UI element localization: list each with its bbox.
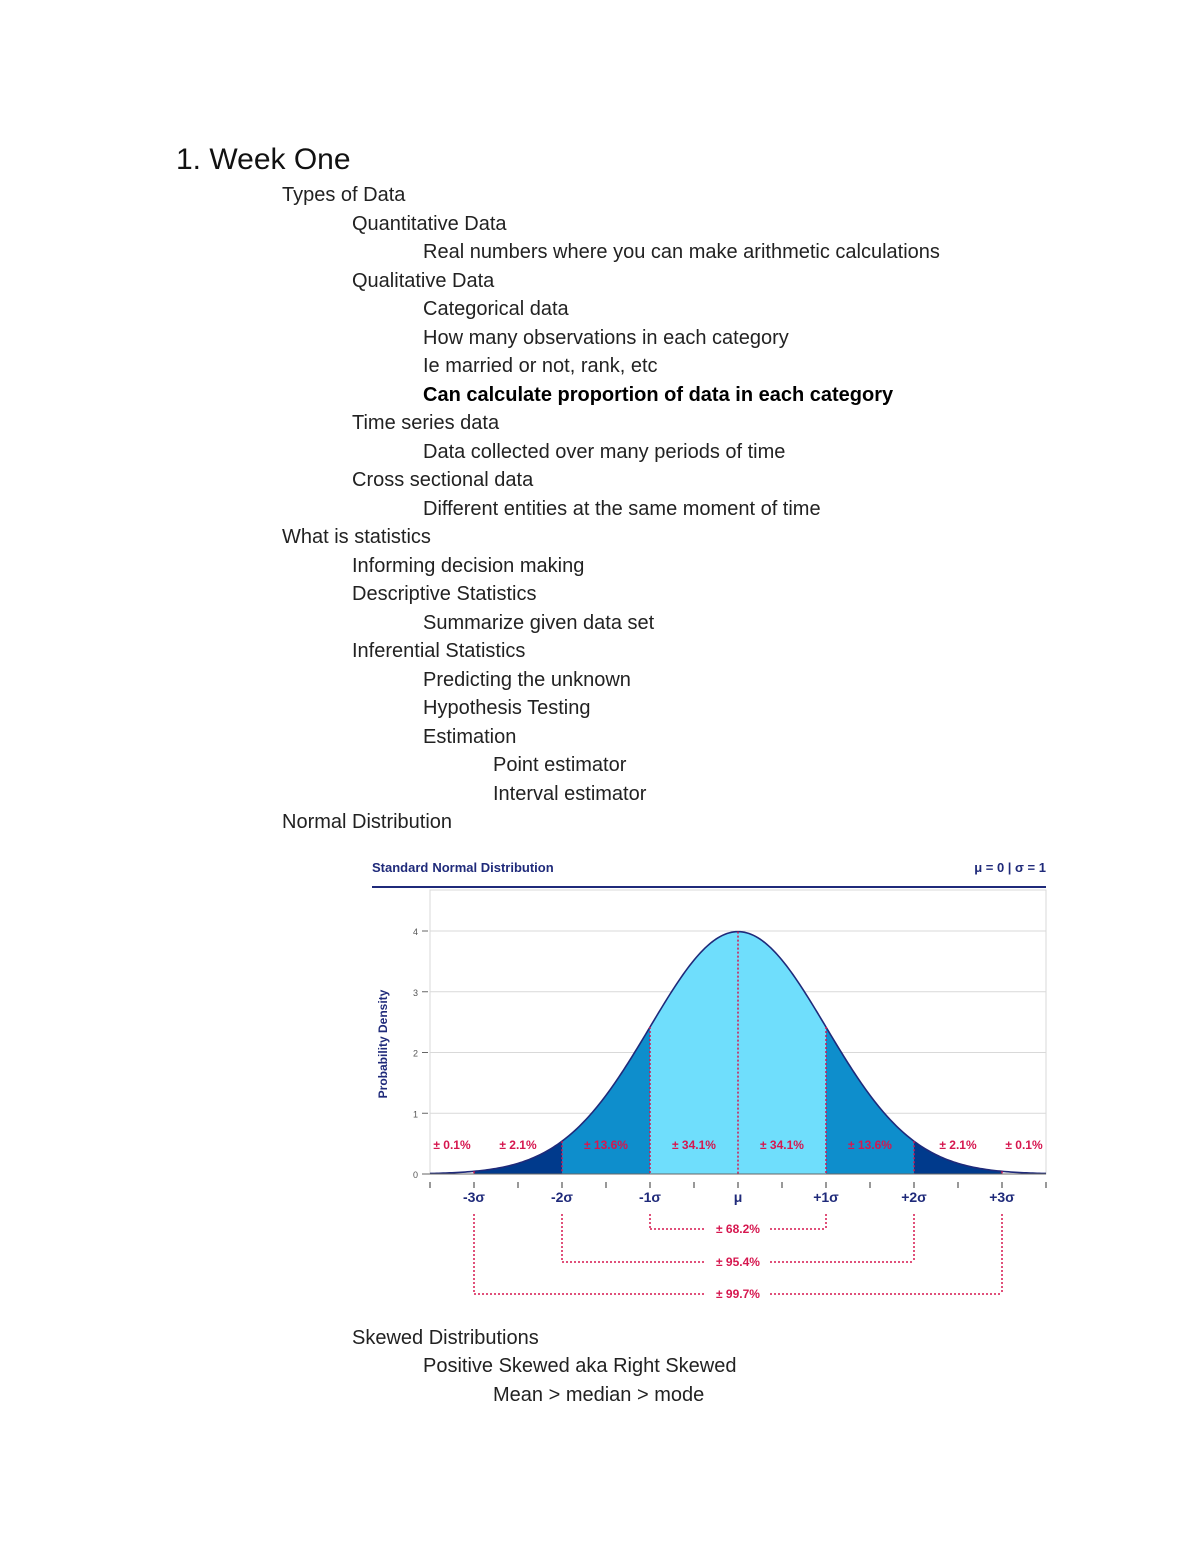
- chart-plot-area: [413, 890, 1046, 1301]
- y-tick-label: 0: [412, 1170, 418, 1180]
- outline-text: Quantitative Data: [352, 212, 507, 235]
- x-tick-label: +1σ: [813, 1189, 839, 1205]
- bracket-label: ± 99.7%: [716, 1287, 760, 1301]
- outline-text: Normal Distribution: [282, 811, 453, 833]
- x-tick-label: -2σ: [550, 1189, 574, 1205]
- outline-text: Hypothesis Testing: [423, 697, 591, 719]
- outline-text: Informing decision making: [352, 554, 585, 577]
- y-tick-label: 4: [412, 927, 418, 937]
- region-label: ± 13.6%: [584, 1138, 628, 1152]
- outline-text: Types of Data: [282, 184, 406, 206]
- outline-text: Summarize given data set: [423, 611, 655, 634]
- outline-text: Inferential Statistics: [352, 640, 526, 662]
- x-tick-label: -1σ: [638, 1189, 662, 1205]
- outline-text: What is statistics: [282, 526, 431, 548]
- chart-params: μ = 0 | σ = 1: [974, 860, 1046, 875]
- bracket-label: ± 68.2%: [716, 1222, 760, 1236]
- region-label: ± 0.1%: [433, 1138, 471, 1152]
- outline-text: Data collected over many periods of time: [423, 440, 786, 463]
- region-label: ± 34.1%: [760, 1138, 804, 1152]
- region-label: ± 0.1%: [1005, 1138, 1043, 1152]
- y-tick-label: 3: [412, 987, 418, 998]
- outline-text: Categorical data: [423, 298, 569, 320]
- outline-text: Different entities at the same moment of time: [423, 497, 821, 520]
- region-label: ± 2.1%: [939, 1138, 977, 1152]
- outline-text: Interval estimator: [493, 782, 647, 805]
- outline-text: Qualitative Data: [352, 269, 495, 292]
- outline-text: Descriptive Statistics: [352, 583, 537, 605]
- outline-text: Predicting the unknown: [423, 668, 631, 691]
- outline-text: Real numbers where you can make arithmetic calculations: [423, 241, 940, 263]
- outline-text: How many observations in each category: [423, 326, 789, 349]
- chart-y-axis-label: Probability Density: [376, 989, 390, 1099]
- chart-title-rest: Normal Distribution: [432, 860, 554, 875]
- y-tick-label: 1: [412, 1109, 418, 1120]
- page-heading: 1. Week One: [176, 143, 351, 176]
- x-tick-label: -3σ: [462, 1189, 486, 1205]
- y-tick-label: 2: [412, 1048, 418, 1059]
- region-label: ± 34.1%: [672, 1138, 716, 1152]
- x-tick-label: +2σ: [901, 1189, 927, 1205]
- outline-text: Skewed Distributions: [352, 1326, 539, 1349]
- x-tick-label: μ: [733, 1189, 743, 1205]
- region-label: ± 13.6%: [848, 1138, 892, 1152]
- normal-distribution-chart: [366, 852, 1052, 1310]
- outline-text: Mean > median > mode: [493, 1383, 705, 1406]
- outline-text: Point estimator: [493, 754, 627, 776]
- outline-text: Can calculate proportion of data in each category: [423, 383, 894, 406]
- region-label: ± 2.1%: [499, 1138, 537, 1152]
- x-tick-label: +3σ: [989, 1189, 1015, 1205]
- outline-text: Cross sectional data: [352, 469, 534, 491]
- outline-text: Estimation: [423, 725, 517, 748]
- outline-text: Ie married or not, rank, etc: [423, 355, 658, 377]
- outline-text: Time series data: [352, 412, 500, 434]
- outline-text: Positive Skewed aka Right Skewed: [423, 1355, 737, 1377]
- bracket-label: ± 95.4%: [716, 1255, 760, 1269]
- chart-title-bold: Standard: [372, 860, 429, 875]
